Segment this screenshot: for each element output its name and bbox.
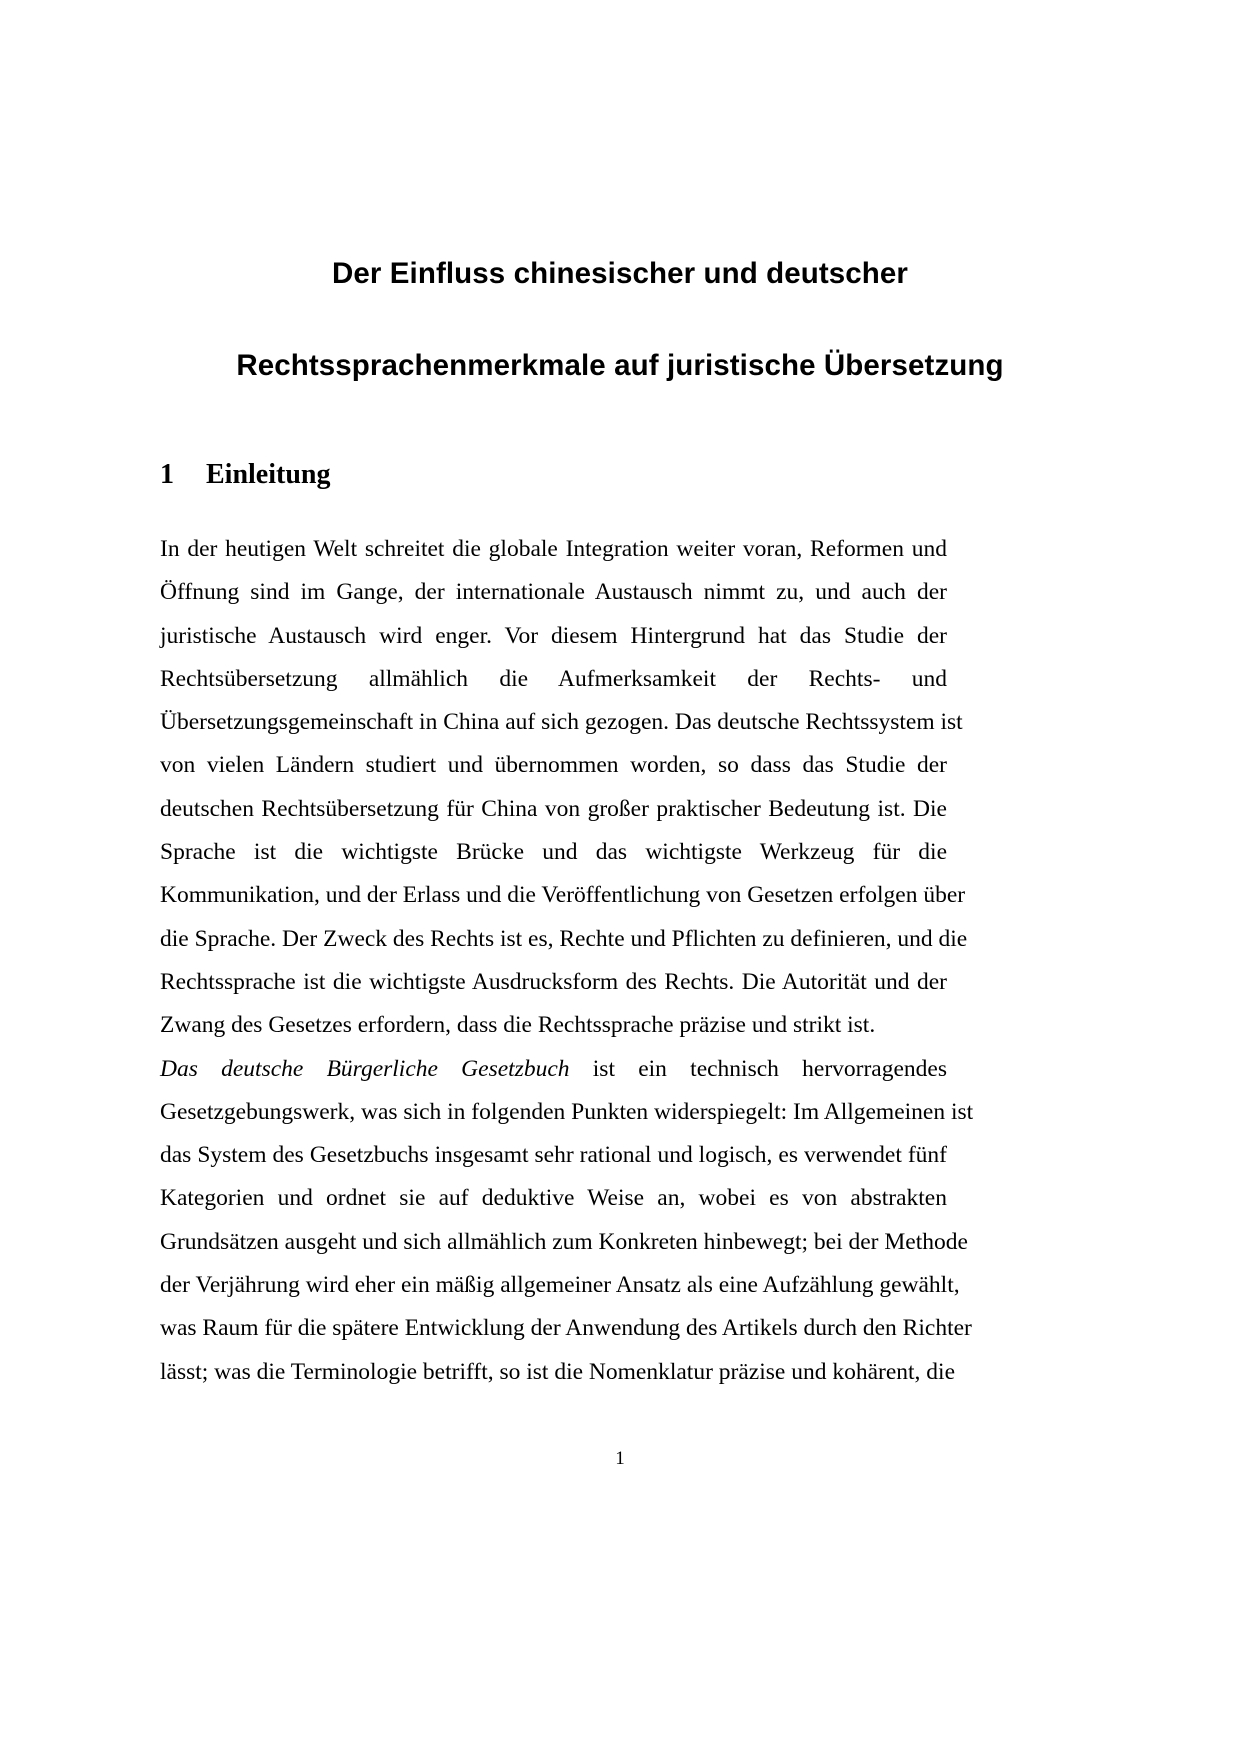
document-body — [160, 528, 974, 1394]
text-line: der Verjährung wird eher ein mäßig allgemeiner Ansatz als eine Aufzählung gewählt, — [160, 1272, 960, 1299]
text-line: die Sprache. Der Zweck des Rechts ist es, Rechte und Pflichten zu definieren, und die — [160, 925, 968, 952]
paragraph-1 — [160, 528, 968, 1048]
text-line: deutschen Rechtsübersetzung für China von großer praktischer Bedeutung ist. Die — [160, 795, 947, 822]
text-line: Kategorien und ordnet sie auf deduktive Weise an, wobei es von abstrakten — [160, 1185, 947, 1212]
text-line: Zwang des Gesetzes erfordern, dass die Rechtssprache präzise und strikt ist. — [160, 1012, 876, 1039]
text-line: das System des Gesetzbuchs insgesamt sehr rational und logisch, es verwendet fünf — [160, 1142, 947, 1169]
title-line-2: Rechtssprachenmerkmale auf juristische Übersetzung — [236, 349, 1004, 382]
text-line: Gesetzgebungswerk, was sich in folgenden Punkten widerspiegelt: Im Allgemeinen ist — [160, 1098, 974, 1125]
italic-book-title: Das deutsche Bürgerliche Gesetzbuch — [160, 1055, 570, 1082]
page-number: 1 — [615, 1448, 625, 1469]
text-line: Übersetzungsgemeinschaft in China auf sich gezogen. Das deutsche Rechtssystem ist — [160, 709, 963, 736]
text-line: Rechtssprache ist die wichtigste Ausdrucksform des Rechts. Die Autorität und der — [160, 968, 947, 995]
text-line: was Raum für die spätere Entwicklung der Anwendung des Artikels durch den Richter — [160, 1315, 972, 1342]
text-line: lässt; was die Terminologie betrifft, so ist die Nomenklatur präzise und kohärent, die — [160, 1358, 955, 1385]
text-line: juristische Austausch wird enger. Vor diesem Hintergrund hat das Studie der — [160, 622, 947, 649]
text-line: Kommunikation, und der Erlass und die Veröffentlichung von Gesetzen erfolgen über — [160, 882, 966, 909]
text-line-with-italic — [160, 1048, 947, 1091]
section-heading — [160, 455, 950, 495]
document-title — [160, 228, 1080, 412]
text-line: In der heutigen Welt schreitet die globale Integration weiter voran, Reformen und — [160, 536, 947, 562]
section-number: 1 — [160, 459, 174, 490]
text-line: Sprache ist die wichtigste Brücke und das wichtigste Werkzeug für die — [160, 839, 947, 866]
title-line-1: Der Einfluss chinesischer und deutscher — [331, 257, 909, 290]
text-line: Rechtsübersetzung allmählich die Aufmerksamkeit der Rechts- und — [160, 665, 947, 692]
text-line: Öffnung sind im Gange, der internationale Austausch nimmt zu, und auch der — [160, 579, 947, 606]
text-line: Grundsätzen ausgeht und sich allmählich zum Konkreten hinbewegt; bei der Methode — [160, 1228, 968, 1255]
section-title: Einleitung — [206, 459, 331, 490]
text-line: von vielen Ländern studiert und übernommen worden, so dass das Studie der — [160, 752, 947, 779]
paragraph-2 — [160, 1048, 974, 1394]
text-line-remainder: ist ein technisch hervorragendes — [592, 1055, 947, 1082]
